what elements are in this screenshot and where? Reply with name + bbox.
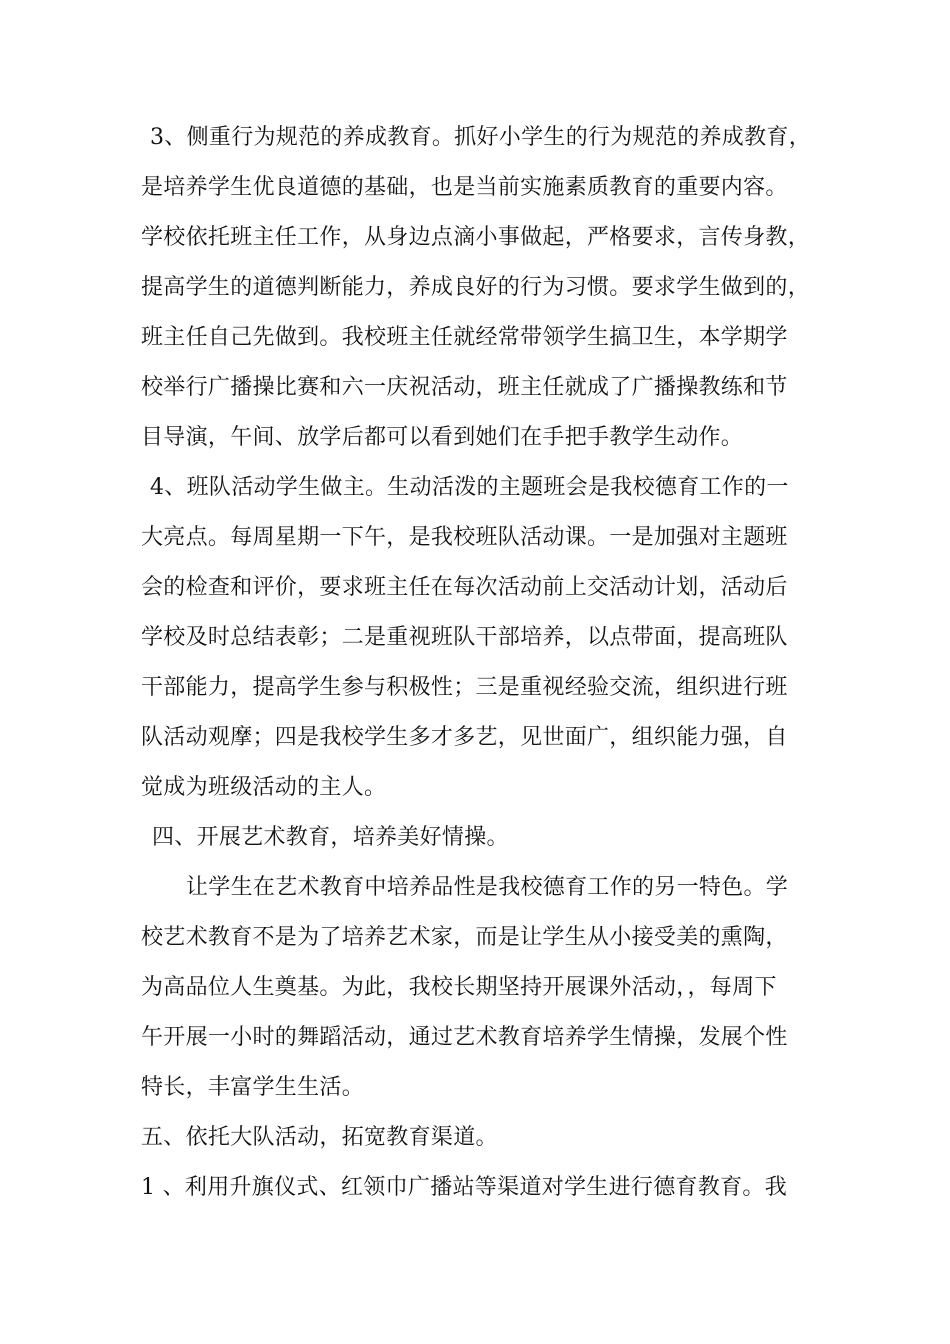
text-line: 觉成为班级活动的主人。 — [141, 775, 387, 800]
text-line: 为高品位人生奠基。为此，我校长期坚持开展课外活动，，每周下 — [141, 975, 777, 1000]
text-line: 校举行广播操比赛和六一庆祝活动，班主任就成了广播操教练和节 — [141, 375, 788, 400]
text-line: 队活动观摩；四是我校学生多才多艺，见世面广，组织能力强，自 — [141, 725, 788, 750]
text-line: 让学生在艺术教育中培养品性是我校德育工作的另一特色。学 — [186, 875, 789, 900]
text-line: 会的检查和评价，要求班主任在每次活动前上交活动计划，活动后 — [141, 575, 788, 600]
text-line: 干部能力，提高学生参与积极性；三是重视经验交流，组织进行班 — [141, 675, 788, 700]
text-line: 午开展一小时的舞蹈活动，通过艺术教育培养学生情操，发展个性 — [141, 1025, 788, 1050]
text-line: 1 、利用升旗仪式、红领巾广播站等渠道对学生进行德育教育。我 — [141, 1175, 787, 1200]
text-line: 大亮点。每周星期一下午，是我校班队活动课。一是加强对主题班 — [141, 525, 788, 550]
text-line: 班主任自己先做到。我校班主任就经常带领学生搞卫生，本学期学 — [141, 325, 788, 350]
text-line: 是培养学生优良道德的基础，也是当前实施素质教育的重要内容。 — [141, 175, 788, 200]
text-line: 学校及时总结表彰；二是重视班队干部培养，以点带面，提高班队 — [141, 625, 788, 650]
text-line: 校艺术教育不是为了培养艺术家，而是让学生从小接受美的熏陶， — [141, 925, 788, 950]
text-line: 目导演，午间、放学后都可以看到她们在手把手教学生动作。 — [141, 425, 744, 450]
text-line: 提高学生的道德判断能力，养成良好的行为习惯。要求学生做到的， — [141, 275, 811, 300]
section-heading: 四、开展艺术教育，培养美好情操。 — [152, 825, 509, 850]
text-line: 3、侧重行为规范的养成教育。抓好小学生的行为规范的养成教育， — [150, 125, 811, 150]
text-line: 学校依托班主任工作，从身边点滴小事做起，严格要求，言传身教， — [141, 225, 811, 250]
text-line: 特长，丰富学生生活。 — [141, 1075, 365, 1100]
text-line: 4、班队活动学生做主。生动活泼的主题班会是我校德育工作的一 — [150, 475, 789, 500]
section-heading: 五、依托大队活动，拓宽教育渠道。 — [141, 1125, 498, 1150]
